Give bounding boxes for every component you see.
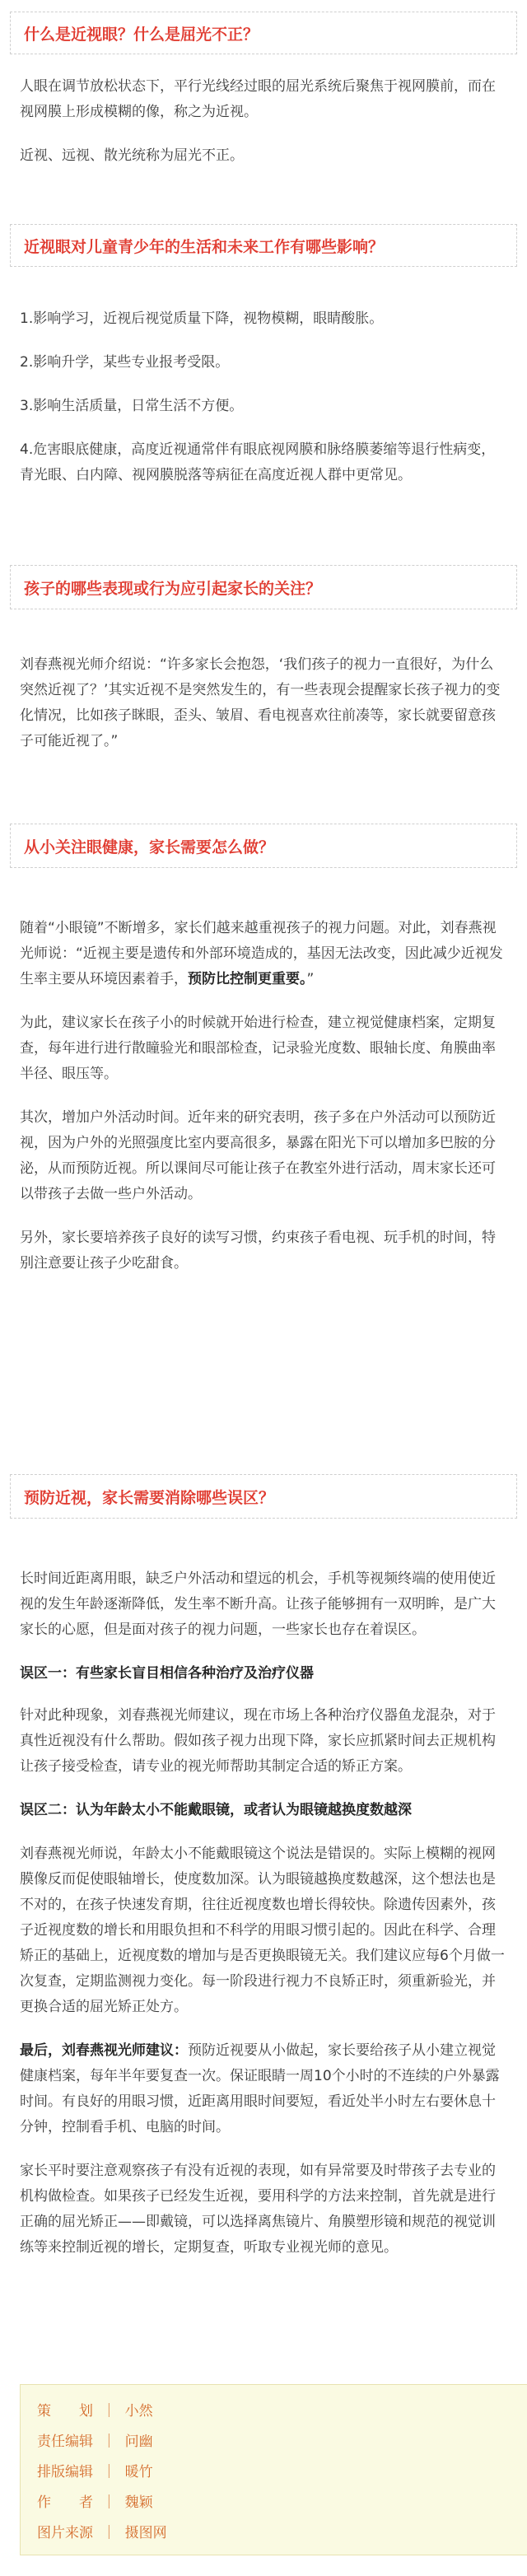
credits-box: [20, 2384, 527, 2555]
misconception-2-text: 刘春燕视光师说，年龄太小不能戴眼镜这个说法是错误的。实际上模糊的视网膜像反而促使眼轴增长，使度数加深。认为眼镜越换度数越深，这个想法也是不对的，在孩子快速发育期，往往近视度数也增长得较快。除遗传因素外，孩子近视度数的增长和用眼负担和不科学的用眼习惯引起的。因此在科学、合理矫正的基础上，近视度数的增加与是否更换眼镜无关。我们建议应每6个月做一次复查，定期监测视力变化。每一阶段进行视力不良矫正时，须重新验光，并更换合适的屈光矫正处方。: [20, 1846, 505, 2015]
advice-text: 预防近视要从小做起，家长要给孩子从小建立视觉健康档案，每年半年要复查一次。保证眼睛一周10个小时的不连续的户外暴露时间。有良好的用眼习惯，近距离用眼时间要短，看近处半小时左右要休息十分钟，控制看手机、电脑的时间。: [20, 2042, 500, 2135]
misconception-1-title: 误区一：有些家长盲目相信各种治疗及治疗仪器: [20, 1665, 314, 1682]
paragraph: 人眼在调节放松状态下，平行光线经过眼的屈光系统后聚焦于视网膜前，而在视网膜上形成模糊的像，称之为近视。: [20, 78, 496, 120]
section-heading-text: 预防近视，家长需要消除哪些误区？: [24, 1488, 275, 1507]
paragraph-text-end: ”: [306, 971, 315, 987]
credit-author: 作 者 ｜ 魏颖: [37, 2494, 153, 2511]
section-body-eye-health: [20, 916, 507, 1276]
section-heading-eye-health: [10, 824, 517, 868]
advice-emphasis: 最后，刘春燕视光师建议：: [20, 2042, 188, 2059]
credit-layout: 排版编辑 ｜ 暖竹: [37, 2464, 153, 2480]
section-heading-misconceptions: [10, 1474, 517, 1519]
section-heading-myopia-impact: [10, 224, 517, 267]
credit-editor: 责任编辑 ｜ 问幽: [37, 2434, 153, 2450]
list-item: 4.危害眼底健康，高度近视通常伴有眼底视网膜和脉络膜萎缩等退行性病变，青光眼、白内障、视网膜脱落等病征在高度近视人群中更常见。: [20, 441, 496, 483]
credit-image-source: 图片来源 ｜ 摄图网: [37, 2525, 167, 2541]
section-heading-text: 孩子的哪些表现或行为应引起家长的关注？: [24, 579, 322, 598]
paragraph-emphasis: 预防比控制更重要。: [188, 971, 307, 987]
section-body-misconceptions: [20, 1566, 507, 2261]
section-heading-text: 什么是近视眼？什么是屈光不正？: [24, 25, 259, 44]
list-item: 3.影响生活质量，日常生活不方便。: [20, 398, 244, 414]
list-item: 2.影响升学，某些专业报考受限。: [20, 354, 230, 371]
section-heading-myopia-definition: [10, 12, 517, 54]
section-body-definition: [20, 74, 507, 169]
section-heading-text: 近视眼对儿童青少年的生活和未来工作有哪些影响？: [24, 237, 385, 256]
misconception-2-title: 误区二：认为年龄太小不能戴眼镜，或者认为眼镜越换度数越深: [20, 1802, 412, 1818]
paragraph: 另外，家长要培养孩子良好的读写习惯，约束孩子看电视、玩手机的时间，特别注意要让孩子少吃甜食。: [20, 1230, 496, 1272]
credit-planner: 策 划 ｜ 小然: [37, 2403, 153, 2420]
list-item: 1.影响学习，近视后视觉质量下降，视物模糊，眼睛酸胀。: [20, 310, 384, 327]
paragraph: [20, 916, 507, 992]
misconception-1-text: 针对此种现象，刘春燕视光师建议，现在市场上各种治疗仪器鱼龙混杂，对于真性近视没有什么帮助。假如孩子视力出现下降，家长应抓紧时间去正规机构让孩子接受检查，请专业的视光师帮助其制定合适的矫正方案。: [20, 1707, 496, 1775]
paragraph: 其次，增加户外活动时间。近年来的研究表明，孩子多在户外活动可以预防近视，因为户外的光照强度比室内要高很多，暴露在阳光下可以增加多巴胺的分泌，从而预防近视。所以课间尽可能让孩子在教室外进行活动，周末家长还可以带孩子去做一些户外活动。: [20, 1109, 496, 1202]
section-body-impact: [20, 306, 507, 488]
paragraph: 刘春燕视光师介绍说：“许多家长会抱怨，‘我们孩子的视力一直很好，为什么突然近视了？’其实近视不是突然发生的，有一些表现会提醒家长孩子视力的变化情况，比如孩子眯眼，歪头、皱眉、看电视喜欢往前凑等，家长就要留意孩子可能近视了。”: [20, 656, 501, 749]
section-body-warning-signs: [20, 652, 507, 754]
paragraph: 家长平时要注意观察孩子有没有近视的表现，如有异常要及时带孩子去专业的机构做检查。如果孩子已经发生近视，要用科学的方法来控制，首先就是进行正确的屈光矫正——即戴镜，可以选择离焦镜片、角膜塑形镜和规范的视觉训练等来控制近视的增长，定期复查，听取专业视光师的意见。: [20, 2163, 496, 2256]
section-heading-text: 从小关注眼健康，家长需要怎么做？: [24, 838, 275, 856]
advice-paragraph: [20, 2038, 507, 2140]
paragraph: 近视、远视、散光统称为屈光不正。: [20, 147, 244, 164]
paragraph: 为此，建议家长在孩子小的时候就开始进行检查，建立视觉健康档案，定期复查，每年进行进行散瞳验光和眼部检查，记录验光度数、眼轴长度、角膜曲率半径、眼压等。: [20, 1015, 496, 1082]
paragraph: 长时间近距离用眼，缺乏户外活动和望远的机会，手机等视频终端的使用使近视的发生年龄逐渐降低，发生率不断升高。让孩子能够拥有一双明眸，是广大家长的心愿，但是面对孩子的视力问题，一些家长也存在着误区。: [20, 1570, 496, 1638]
paragraph-text: 随着“小眼镜”不断增多，家长们越来越重视孩子的视力问题。对此，刘春燕视光师说：“近视主要是遗传和外部环境造成的，基因无法改变，因此减少近视发生率主要从环境因素着手，: [20, 920, 503, 987]
section-heading-warning-signs: [10, 565, 517, 609]
